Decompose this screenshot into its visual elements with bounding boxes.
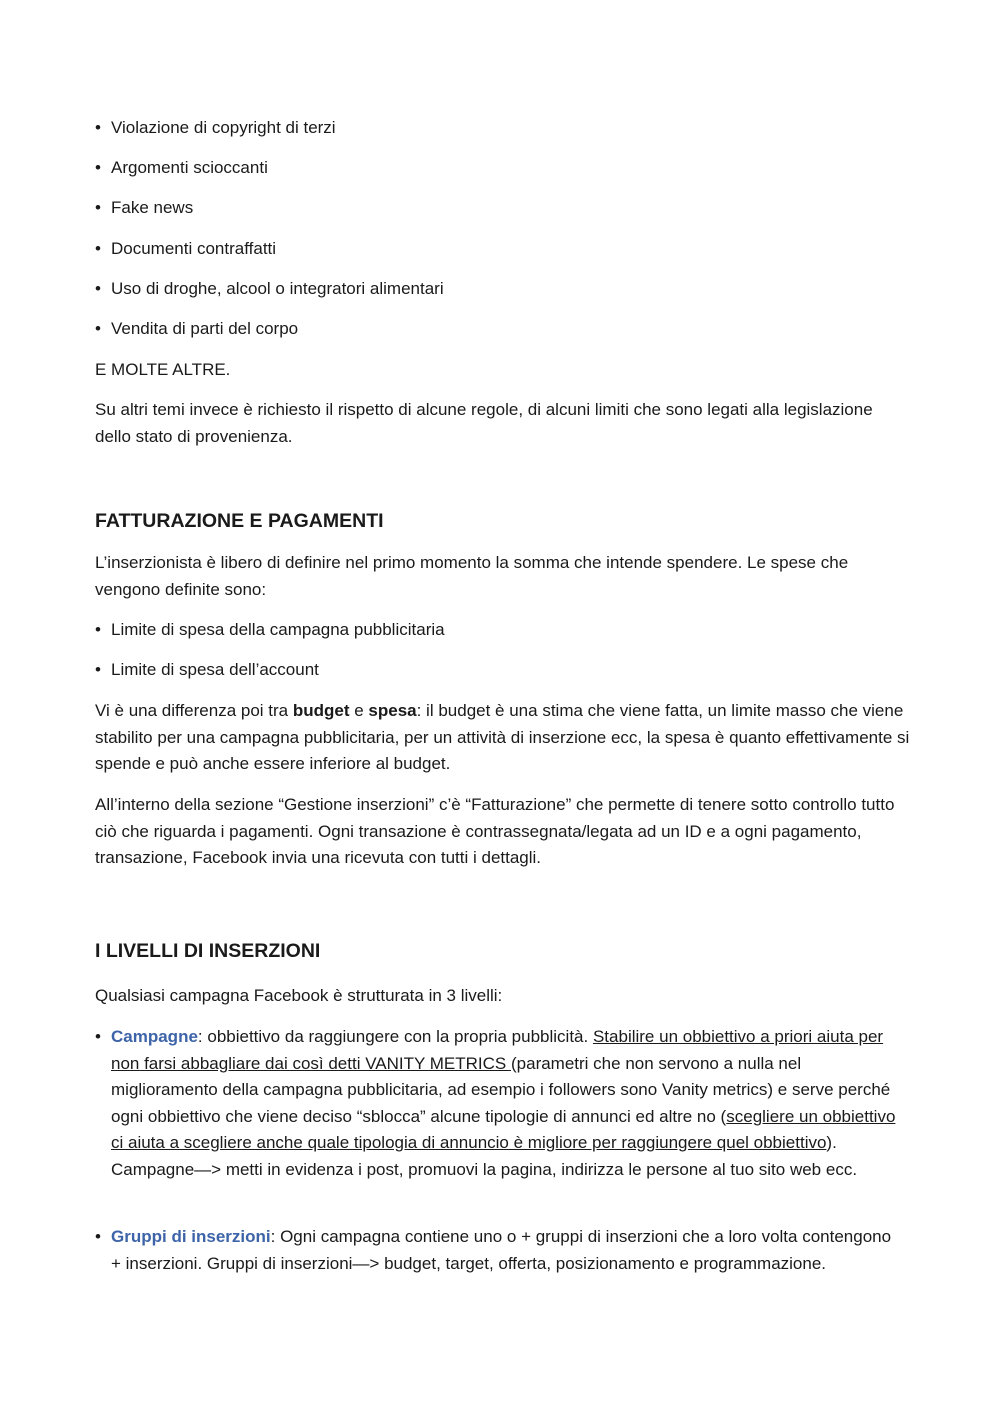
list-item-text: Fake news <box>111 198 194 217</box>
list-item-text: Argomenti scioccanti <box>111 158 268 177</box>
list-item-text: Vendita di parti del corpo <box>111 319 299 338</box>
and-more-text: E MOLTE ALTRE. <box>95 360 231 379</box>
list-item-text: Documenti contraffatti <box>111 239 277 258</box>
billing-intro: L’inserzionista è libero di definire nel primo momento la somma che intende spendere. Le spese che vengono definite sono: <box>95 553 849 599</box>
bullet: • <box>95 118 101 137</box>
bullet: • <box>95 319 101 338</box>
bullet: • <box>95 198 101 217</box>
bullet: • <box>95 660 101 679</box>
list-item <box>95 316 900 343</box>
list-item <box>95 155 900 182</box>
underlined-note: scegliere un obbiettivo ci aiuta a scegliere anche quale tipologia di annuncio è migliore per raggiungere quel obbiettivo <box>111 1106 896 1152</box>
bullet: • <box>95 1027 101 1046</box>
bullet: • <box>95 239 101 258</box>
list-item-text: Limite di spesa dell’account <box>111 660 319 679</box>
rules-paragraph: Su altri temi invece è richiesto il rispetto di alcune regole, di alcuni limiti che sono legati alla legislazione dello stato di provenienza. <box>95 400 873 446</box>
spesa-term: spesa <box>368 701 417 720</box>
list-item <box>95 276 900 303</box>
underlined-note: Stabilire un obbiettivo a priori aiuta per non farsi abbagliare dai così detti VANITY METRICS <box>111 1027 884 1073</box>
budget-paragraph: Vi è una differenza poi tra budget e spesa: il budget è una stima che viene fatta, un limite masso che viene stabilito per una campagna pubblicitaria, per un attività di inserzione ecc, la spesa è quanto effettivamente si spende e può anche essere inferiore al budget. <box>95 701 910 773</box>
gruppi-term: Gruppi di inserzioni <box>111 1227 271 1246</box>
list-item-text: Limite di spesa della campagna pubblicitaria <box>111 620 445 639</box>
bullet: • <box>95 1227 101 1246</box>
budget-term: budget <box>292 701 350 720</box>
list-item <box>95 657 900 684</box>
list-item-gruppi: • Gruppi di inserzioni: Ogni campagna contiene uno o + gruppi di inserzioni che a loro volta contengono + inserzioni. Gruppi di inserzioni—> budget, target, offerta, posizionamento e programmazione. <box>95 1224 900 1277</box>
bullet: • <box>95 158 101 177</box>
billing-heading: FATTURAZIONE E PAGAMENTI <box>95 510 384 532</box>
list-item <box>95 617 900 644</box>
bullet: • <box>95 620 101 639</box>
levels-heading: I LIVELLI DI INSERZIONI <box>95 940 321 962</box>
list-item-text: Violazione di copyright di terzi <box>111 118 336 137</box>
bullet: • <box>95 279 101 298</box>
levels-intro: Qualsiasi campagna Facebook è strutturata in 3 livelli: <box>95 986 503 1005</box>
management-paragraph: All’interno della sezione “Gestione inserzioni” c’è “Fatturazione” che permette di tenere sotto controllo tutto ciò che riguarda i pagamenti. Ogni transazione è contrassegnata/legata ad un ID e a ogni pagamento, transazione, Facebook invia una ricevuta con tutti i dettagli. <box>95 795 895 867</box>
list-item <box>95 115 900 142</box>
list-item <box>95 195 900 222</box>
campagne-term: Campagne <box>111 1027 198 1046</box>
list-item-campagne: • Campagne: obbiettivo da raggiungere con la propria pubblicità. Stabilire un obbiettivo a priori aiuta per non farsi abbagliare dai così detti VANITY METRICS (parametri che non servono a nulla nel miglioramento della campagna pubblicitaria, ad esempio i followers sono Vanity metrics) e serve perché ogni obbiettivo che viene deciso “sblocca” alcune tipologie di annunci ed altre no (scegliere un obbiettivo ci aiuta a scegliere anche quale tipologia di annuncio è migliore per raggiungere quel obbiettivo). Campagne—> metti in evidenza i post, promuovi la pagina, indirizza le persone al tuo sito web ecc. <box>95 1024 900 1183</box>
list-item-text: Uso di droghe, alcool o integratori alimentari <box>111 279 444 298</box>
list-item <box>95 236 900 263</box>
